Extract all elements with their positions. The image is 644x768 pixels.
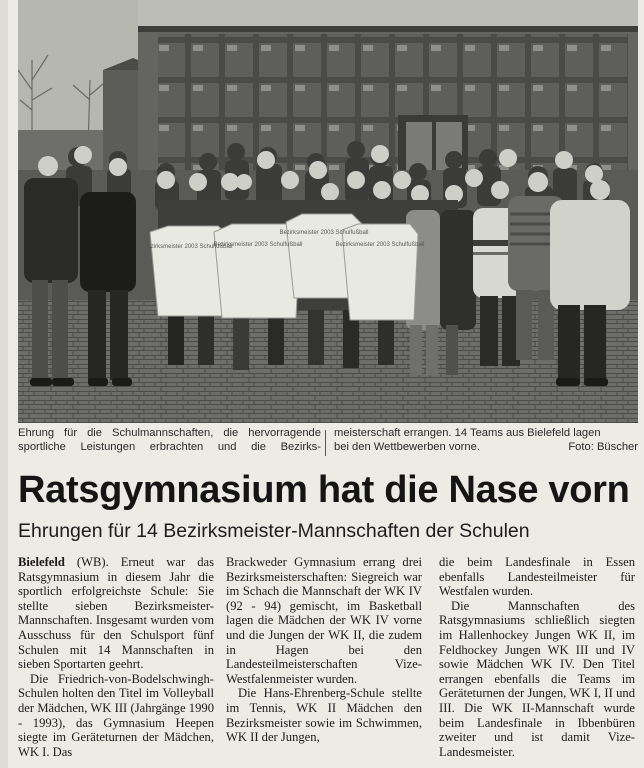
article-paragraph: Brackweder Gymnasium errang drei Bezirksmeisterschaften: Siegreich war im Schach die Mannschaft der WK IV (92 - 94) gemischt, im Basketball lagen die Mädchen der WK IV vorne und die Jungen der WK II, die zudem in Hagen bei den Landesteilmeisterschaften Vize-Westfalenmeister wurden. [226, 555, 422, 686]
article-paragraph: Die Hans-Ehrenberg-Schule stellte im Tennis, WK II Mädchen den Bezirksmeister sowie im Schwimmen, WK II der Jungen, [226, 686, 422, 745]
agency-tag: (WB). [76, 555, 109, 569]
group-photo [18, 0, 638, 423]
page-edge [0, 0, 8, 768]
caption-left [18, 426, 321, 454]
article-paragraph: Die Friedrich-von-Bodelschwingh-Schulen holten den Titel im Volleyball der Mädchen, WK III (Jahrgänge 1990 - 1993), das Gymnasium Heepen siegte im Geräteturnen der Mädchen, WK I. Das [18, 671, 214, 759]
shirt-label: Bezirksmeister 2003 Schulfußball [213, 242, 303, 248]
shirt-label: Bezirksmeister 2003 Schulfußball [143, 244, 233, 250]
article-subheadline: Ehrungen für 14 Bezirksmeister-Mannschaften der Schulen [18, 520, 530, 542]
article-column-1 [18, 555, 214, 759]
paragraph-text: Erneut war das Ratsgymnasium in diesem Jahr die sportlich erfolgreichste Schule: Sie stellte sieben Bezirksmeister-Mannschaften. Insgesamt wurden vom Ausschuss für den Schulsport fünf Schulen mit 14 Mannschaften in sieben Sportarten geehrt. [18, 555, 214, 672]
caption-right [334, 426, 638, 454]
article-paragraph [18, 555, 214, 672]
caption-divider [325, 430, 326, 456]
shirt-label: Bezirksmeister 2003 Schulfußball [335, 242, 425, 248]
shirt-label: Bezirksmeister 2003 Schulfußball [279, 230, 369, 236]
caption-line: Ehrung für die Schulmannschaften, die hervorragende [18, 427, 321, 439]
article-paragraph: Die Mannschaften des Ratsgymnasiums schließlich siegten im Hallenhockey Jungen WK II, im Feldhockey Jungen WK III und IV sowie Mädchen WK IV. Den Titel errangen ebenfalls die Teams im Geräteturnen der Jungen, WK I, II und III. Die WK II-Mannschaft wurde beim Landesfinale in Ibbenbüren zweiter und ist damit Vize-Landesmeister. [439, 598, 635, 759]
article-column-3 [439, 555, 635, 759]
article-headline: Ratsgymnasium hat die Nase vorn [18, 469, 630, 511]
dateline: Bielefeld [18, 555, 65, 569]
caption-line: sportliche Leistungen erbrachten und die Bezirks- [18, 441, 321, 453]
photo-caption [18, 426, 638, 466]
caption-line: meisterschaft errangen. 14 Teams aus Bielefeld lagen [334, 427, 601, 439]
article-column-2 [226, 555, 422, 745]
photo-credit: Foto: Büscher [568, 441, 638, 453]
article-paragraph: die beim Landesfinale in Essen ebenfalls Landesteilmeister für Westfalen wurden. [439, 555, 635, 599]
caption-line: bei den Wettbewerben vorne. [334, 441, 480, 453]
